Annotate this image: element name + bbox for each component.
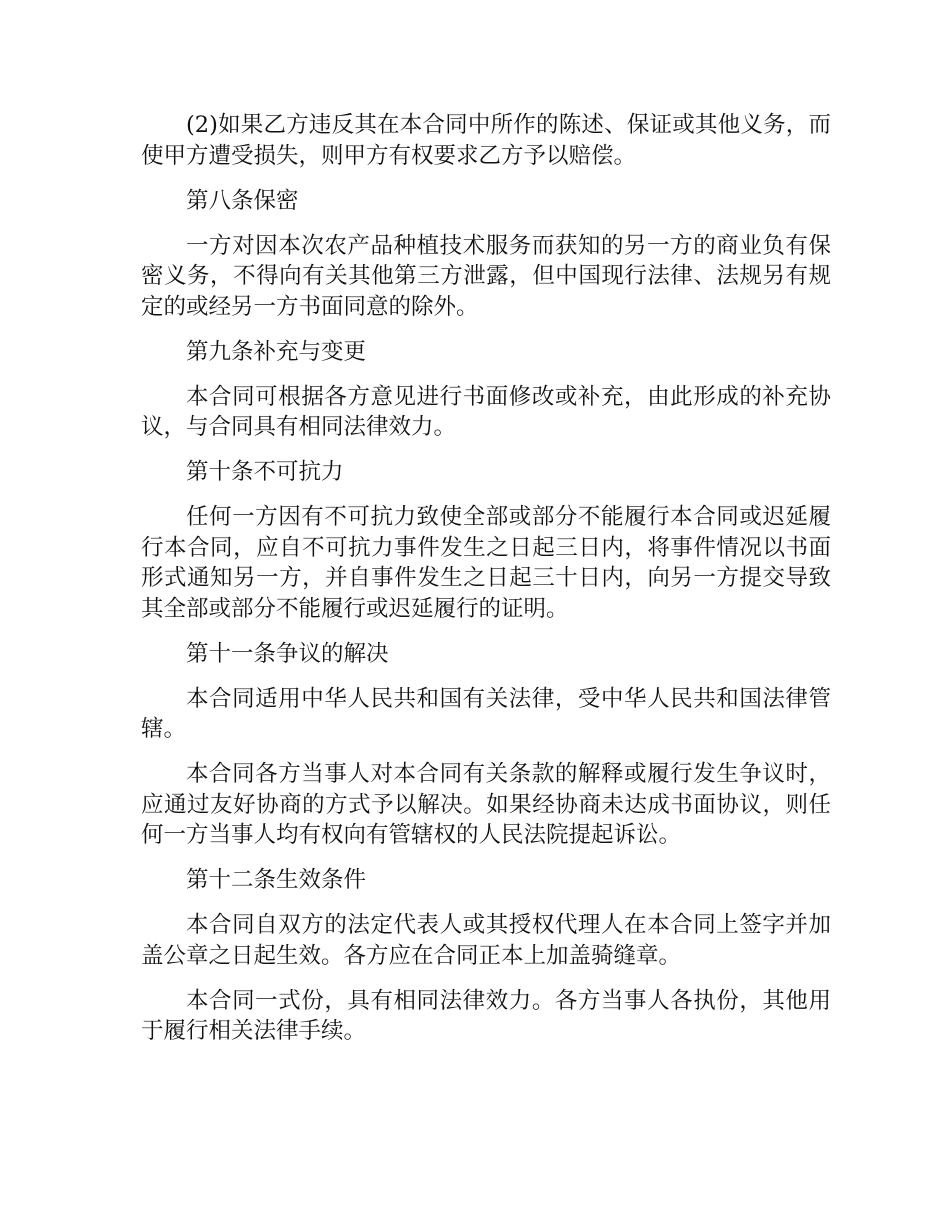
clause-10-heading: 第十条不可抗力 [186,459,344,485]
document-body [141,110,831,1047]
clause-11-paragraph-1: 本合同适用中华人民共和国有关法律，受中华人民共和国法律管辖。 [141,685,831,742]
clause-12-paragraph-2: 本合同一式份，具有相同法律效力。各方当事人各执份，其他用于履行相关法律手续。 [141,987,831,1044]
clause-8-paragraph: 一方对因本次农产品种植技术服务而获知的另一方的商业负有保密义务，不得向有关其他第三方泄露，但中国现行法律、法规另有规定的或经另一方书面同意的除外。 [141,232,831,320]
clause-10-paragraph: 任何一方因有不可抗力致使全部或部分不能履行本合同或迟延履行本合同，应自不可抗力事件发生之日起三日内，将事件情况以书面形式通知另一方，并自事件发生之日起三十日内，向另一方提交导致其全部或部分不能履行或迟延履行的证明。 [141,504,831,622]
clause-12-paragraph-1: 本合同自双方的法定代表人或其授权代理人在本合同上签字并加盖公章之日起生效。各方应在合同正本上加盖骑缝章。 [141,912,831,969]
clause-8-heading: 第八条保密 [186,187,299,214]
clause-12-heading: 第十二条生效条件 [186,867,367,893]
clause-9-paragraph: 本合同可根据各方意见进行书面修改或补充，由此形成的补充协议，与合同具有相同法律效力。 [141,383,831,440]
clause-11-heading: 第十一条争议的解决 [186,640,389,667]
clause-11-paragraph-2: 本合同各方当事人对本合同有关条款的解释或履行发生争议时，应通过友好协商的方式予以解决。如果经协商未达成书面协议，则任何一方当事人均有权向有管辖权的人民法院提起诉讼。 [141,761,831,848]
clause-9-heading: 第九条补充与变更 [186,338,367,365]
clause-7-paragraph-2: (2)如果乙方违反其在本合同中所作的陈述、保证或其他义务，而使甲方遭受损失，则甲方有权要求乙方予以赔偿。 [141,112,831,169]
